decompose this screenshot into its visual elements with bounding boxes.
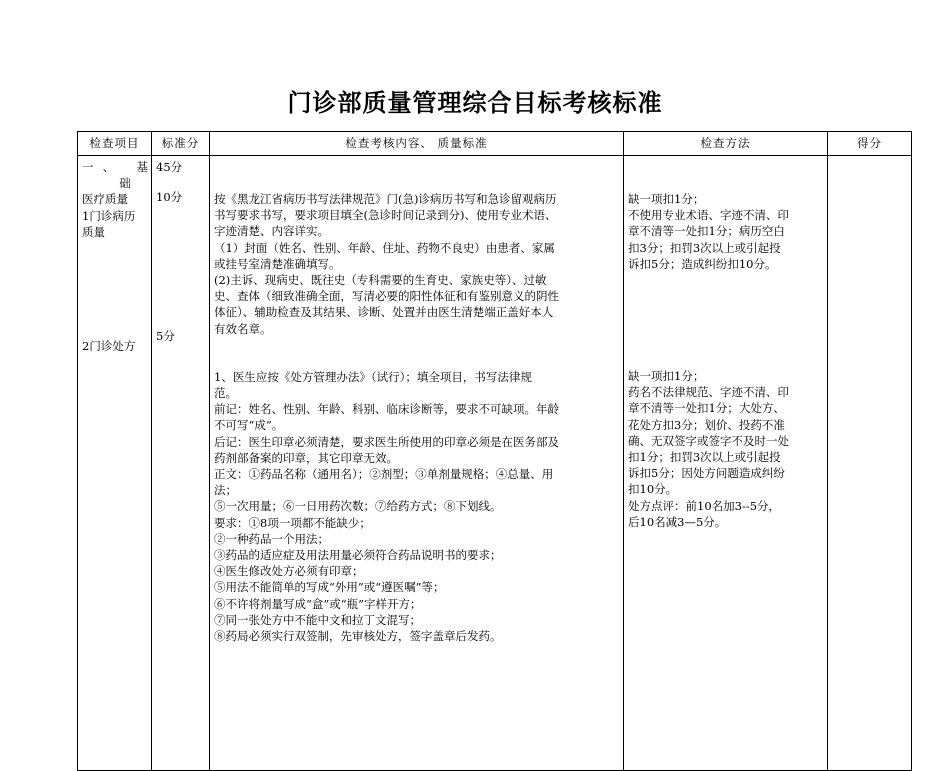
- content-line: ⑤用法不能简单的写成“外用”或“遵医嘱”等；: [214, 580, 445, 595]
- category-title-cont: 础: [119, 176, 131, 191]
- method-line: 诉扣5分；造成纠纷扣10分。: [628, 256, 777, 271]
- item-method: [628, 191, 824, 272]
- method-line: 章不清等一处扣1分；大处方、: [628, 401, 785, 416]
- content-line: ③药品的适应症及用法用量必须符合药品说明书的要求；: [214, 548, 502, 563]
- content-line: 法；: [214, 483, 237, 498]
- score-cell: [152, 156, 210, 771]
- content-cell: [210, 156, 624, 771]
- method-line: 章不清等一处扣1分；病历空白: [628, 224, 785, 239]
- method-line: 扣1分；扣罚3次以上或引起投: [628, 450, 781, 465]
- page-title: 门诊部质量管理综合目标考核标准: [287, 89, 663, 117]
- item-name-cont: 质量: [82, 224, 105, 239]
- item-cell: [78, 156, 152, 771]
- method-line: 药名不法律规范、字迹不清、印: [628, 385, 789, 400]
- content-line: (2)主诉、现病史、既往史（专科需要的生育史、家族史等）、过敏: [214, 273, 547, 288]
- category-title: 一、 基: [82, 160, 148, 174]
- header-content: 检查考核内容、 质量标准: [210, 132, 624, 156]
- content-line: ⑥不许将剂量写成“盒”或“瓶”字样开方；: [214, 596, 422, 611]
- table-header-row: [78, 132, 912, 156]
- method-line: 诉扣5分；因处方问题造成纠纷: [628, 466, 785, 481]
- content-line: 史、查体（细致准确全面，写清必要的阳性体征和有鉴别意义的阴性: [214, 289, 559, 304]
- content-line: 按《黑龙江省病历书写法律规范》门(急)诊病历书写和急诊留观病历: [214, 192, 557, 206]
- content-line: 范。: [214, 386, 237, 401]
- result-cell: [828, 156, 912, 771]
- content-line: 药剂部备案的印章，其它印章无效。: [214, 450, 398, 465]
- item-content: [214, 369, 620, 644]
- content-line: 1、医生应按《处方管理办法》（试行）；填全项目，书写法律规: [214, 369, 532, 384]
- content-line: ⑤一次用量；⑥一日用药次数；⑦给药方式；⑧下划线。: [214, 499, 502, 514]
- item-score: 10分: [156, 190, 183, 205]
- content-line: 体征）、辅助检查及其结果、诊断、处置并由医生清楚端正盖好本人: [214, 305, 554, 320]
- table-row: [78, 156, 912, 771]
- item-score: 5分: [156, 329, 175, 344]
- method-line: 花处方扣3分；划价、投药不准: [628, 417, 785, 432]
- method-cell: [624, 156, 828, 771]
- method-line: 后10名减3—5分。: [628, 514, 727, 529]
- assessment-table: [77, 131, 912, 771]
- content-line: ⑧药局必须实行双签制，先审核处方，签字盖章后发药。: [214, 629, 502, 644]
- content-line: 字迹清楚、内容详实。: [214, 224, 329, 239]
- content-line: 前记：姓名、性别、年龄、科别、临床诊断等，要求不可缺项。年龄: [214, 402, 559, 417]
- item-content: [214, 191, 620, 337]
- method-line: 处方点评：前10名加3--5分，: [628, 498, 781, 513]
- content-line: ⑦同一张处方中不能中文和拉丁文混写；: [214, 612, 421, 627]
- content-line: 有效名章。: [214, 321, 272, 336]
- content-line: ②一种药品一个用法；: [214, 531, 329, 546]
- method-line: 缺一项扣1分；: [628, 369, 705, 384]
- content-line: 要求：①8项一项都不能缺少；: [214, 515, 371, 530]
- method-line: 扣10分。: [628, 482, 678, 497]
- method-line: 确、无双签字或签字不及时一处: [628, 433, 789, 448]
- method-line: 不使用专业术语、字迹不清、印: [628, 208, 789, 223]
- content-line: ④医生修改处方必须有印章；: [214, 564, 364, 579]
- content-line: 或挂号室清楚准确填写。: [214, 256, 341, 271]
- item-name: 1门诊病历: [82, 208, 136, 223]
- item-method: [628, 368, 824, 530]
- content-line: 不可写“成”。: [214, 418, 284, 433]
- category-score: 45分: [156, 160, 183, 174]
- content-line: 正文：①药品名称（通用名）；②剂型；③单剂量规格；④总量、用: [214, 467, 554, 482]
- header-item: 检查项目: [78, 132, 152, 156]
- header-method: 检查方法: [624, 132, 828, 156]
- category-subtitle: 医疗质量: [82, 192, 128, 207]
- method-line: 缺一项扣1分；: [628, 192, 705, 206]
- header-score: 标准分: [152, 132, 210, 156]
- method-line: 扣3分；扣罚3次以上或引起投: [628, 240, 781, 255]
- header-result: 得分: [828, 132, 912, 156]
- content-line: （1）封面（姓名、性别、年龄、住址、药物不良史）由患者、家属: [214, 240, 555, 255]
- item-name: 2门诊处方: [82, 339, 136, 354]
- content-line: 书写要求书写，要求项目填全(急诊时间记录到分)、使用专业术语、: [214, 208, 557, 223]
- content-line: 后记：医生印章必须清楚，要求医生所使用的印章必须是在医务部及: [214, 434, 559, 449]
